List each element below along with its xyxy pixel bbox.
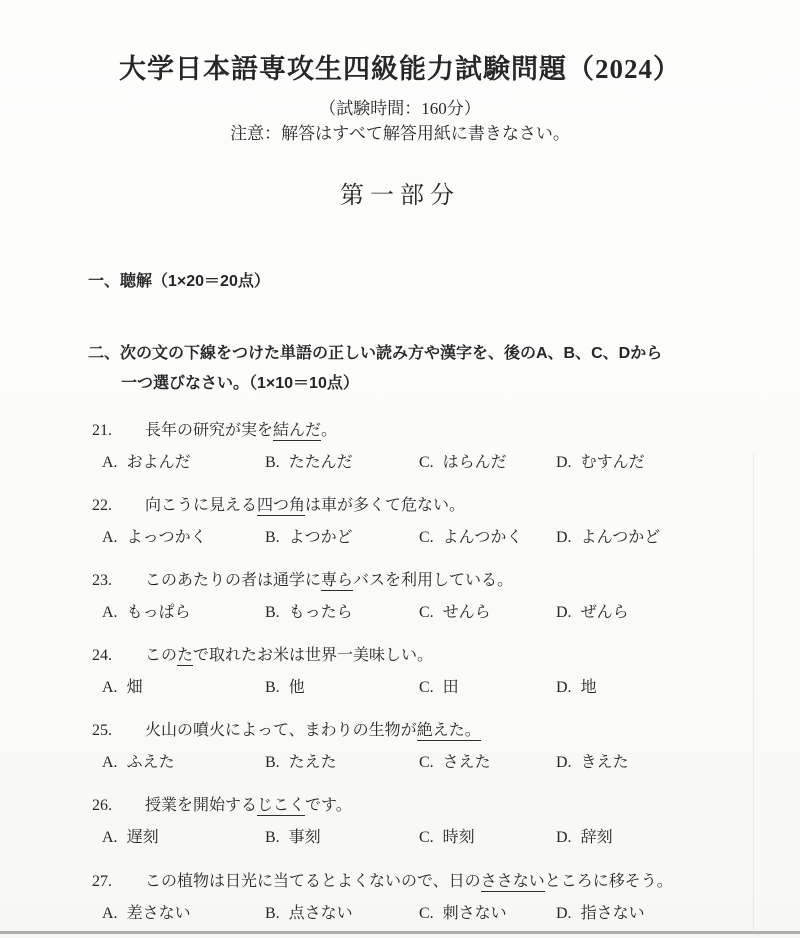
option-text: むすんだ — [580, 454, 645, 471]
question-stem — [0, 645, 800, 667]
option-d — [556, 674, 597, 697]
option-text: 時刻 — [442, 829, 475, 846]
section-listening-heading: 一、聴解（1×20＝20点） — [88, 273, 270, 290]
option-text: たえた — [288, 754, 337, 771]
option-a — [102, 749, 175, 772]
option-a — [102, 824, 159, 847]
options-row — [0, 749, 800, 771]
underlined-word: じこく — [257, 797, 306, 814]
option-text: よんつかく — [442, 529, 523, 546]
option-label: B. — [265, 754, 280, 771]
question-23 — [0, 570, 800, 621]
option-label: D. — [556, 529, 572, 546]
option-label: C. — [419, 905, 434, 922]
option-text: はらんだ — [442, 454, 507, 471]
question-number: 27. — [92, 873, 112, 890]
stem-text: 。 — [321, 422, 338, 439]
option-label: D. — [556, 829, 572, 846]
question-number: 21. — [92, 422, 112, 439]
stem-text: です。 — [305, 797, 352, 814]
question-21 — [0, 420, 800, 471]
question-number: 25. — [92, 722, 112, 739]
option-b — [265, 524, 353, 547]
option-d — [556, 749, 629, 772]
option-label: D. — [556, 754, 572, 771]
option-a — [102, 900, 191, 923]
option-text: よつかど — [288, 529, 353, 546]
underlined-word: 専ら — [321, 572, 354, 589]
option-text: およんだ — [126, 454, 191, 471]
question-number: 26. — [92, 797, 112, 814]
exam-time: （試験時間：160分） — [319, 99, 481, 118]
question-number: 22. — [92, 497, 112, 514]
option-label: A. — [102, 529, 118, 546]
options-row — [0, 900, 800, 922]
option-label: A. — [102, 604, 118, 621]
question-26 — [0, 795, 800, 846]
option-label: C. — [419, 454, 434, 471]
stem-text: ところに移そう。 — [544, 873, 673, 890]
scan-edge-line — [753, 452, 754, 930]
option-text: 点さない — [288, 905, 353, 922]
question-number: 23. — [92, 572, 112, 589]
option-label: C. — [419, 829, 434, 846]
options-row — [0, 524, 800, 546]
option-label: B. — [265, 454, 280, 471]
question-22 — [0, 495, 800, 546]
section-vocabulary-heading — [88, 339, 760, 399]
option-label: D. — [556, 604, 572, 621]
option-text: 指さない — [580, 905, 645, 922]
option-text: ぜんら — [580, 604, 629, 621]
option-d — [556, 599, 629, 622]
option-label: B. — [265, 604, 280, 621]
options-row — [0, 449, 800, 471]
option-text: 地 — [580, 679, 597, 696]
question-27 — [0, 871, 800, 922]
option-label: C. — [419, 529, 434, 546]
option-b — [265, 449, 353, 472]
option-label: A. — [102, 679, 118, 696]
stem-text: は車が多くて危ない。 — [305, 497, 466, 514]
option-a — [102, 674, 143, 697]
option-d — [556, 449, 645, 472]
question-stem — [0, 720, 800, 742]
option-text: 刺さない — [442, 905, 507, 922]
option-label: C. — [419, 604, 434, 621]
option-text: 辞刻 — [580, 829, 613, 846]
underlined-word: 四つ角 — [257, 497, 306, 514]
option-text: 遅刻 — [126, 829, 159, 846]
options-row — [0, 674, 800, 696]
stem-text: 長年の研究が実を — [145, 422, 274, 439]
option-text: よっつかく — [126, 529, 207, 546]
stem-text: で取れたお米は世界一美味しい。 — [193, 647, 434, 664]
option-text: よんつかど — [580, 529, 661, 546]
option-c — [419, 824, 475, 847]
option-text: 田 — [442, 679, 459, 696]
option-a — [102, 599, 191, 622]
part-one-heading: 第一部分 — [340, 183, 460, 209]
stem-text: バスを利用している。 — [353, 572, 514, 589]
option-c — [419, 674, 459, 697]
exam-title: 大学日本語専攻生四級能力試験問題（2024） — [119, 54, 681, 84]
option-label: D. — [556, 454, 572, 471]
options-row — [0, 599, 800, 621]
option-text: ふえた — [126, 754, 175, 771]
option-text: さえた — [442, 754, 491, 771]
underlined-word: ささない — [480, 873, 545, 890]
option-text: 他 — [288, 679, 305, 696]
option-text: もっぱら — [126, 604, 191, 621]
underlined-word: た — [177, 647, 194, 664]
option-label: C. — [419, 679, 434, 696]
underlined-word: 結んだ — [273, 422, 322, 439]
option-b — [265, 900, 353, 923]
stem-text: この — [145, 647, 178, 664]
option-c — [419, 449, 507, 472]
option-label: A. — [102, 754, 118, 771]
option-label: C. — [419, 754, 434, 771]
option-label: A. — [102, 454, 118, 471]
option-a — [102, 449, 191, 472]
option-label: B. — [265, 529, 280, 546]
stem-text: このあたりの者は通学に — [145, 572, 322, 589]
option-label: D. — [556, 905, 572, 922]
option-b — [265, 674, 305, 697]
option-text: きえた — [580, 754, 629, 771]
question-25 — [0, 720, 800, 771]
stem-text: この植物は日光に当てるとよくないので、日の — [145, 873, 481, 890]
option-b — [265, 749, 337, 772]
question-stem — [0, 420, 800, 442]
option-label: B. — [265, 905, 280, 922]
option-text: 畑 — [126, 679, 143, 696]
option-label: B. — [265, 829, 280, 846]
stem-text: 向こうに見える — [145, 497, 258, 514]
scan-bottom-edge — [0, 931, 800, 934]
stem-text: 火山の噴火によって、まわりの生物が — [145, 722, 417, 739]
question-stem — [0, 570, 800, 592]
option-c — [419, 599, 491, 622]
question-stem — [0, 871, 800, 893]
option-label: B. — [265, 679, 280, 696]
option-text: 事刻 — [288, 829, 321, 846]
option-c — [419, 524, 522, 547]
options-row — [0, 824, 800, 846]
option-d — [556, 900, 645, 923]
exam-notice: 注意：解答はすべて解答用紙に書きなさい。 — [230, 124, 570, 143]
option-d — [556, 824, 613, 847]
option-b — [265, 599, 353, 622]
option-d — [556, 524, 660, 547]
option-text: せんら — [442, 604, 491, 621]
option-text: たたんだ — [288, 454, 353, 471]
option-b — [265, 824, 321, 847]
option-text: 差さない — [126, 905, 191, 922]
option-label: A. — [102, 905, 118, 922]
question-stem — [0, 495, 800, 517]
option-c — [419, 900, 507, 923]
underlined-word: 絶えた。 — [416, 722, 481, 739]
section-vocabulary-heading-line1: 二、次の文の下線をつけた単語の正しい読み方や漢字を、後のA、B、C、Dから — [88, 345, 663, 362]
stem-text: 授業を開始する — [145, 797, 258, 814]
question-number: 24. — [92, 647, 112, 664]
option-text: もったら — [288, 604, 353, 621]
question-24 — [0, 645, 800, 696]
option-a — [102, 524, 207, 547]
question-stem — [0, 795, 800, 817]
section-vocabulary-heading-line2: 一つ選びなさい。（1×10＝10点） — [121, 375, 359, 392]
option-c — [419, 749, 491, 772]
option-label: D. — [556, 679, 572, 696]
option-label: A. — [102, 829, 118, 846]
